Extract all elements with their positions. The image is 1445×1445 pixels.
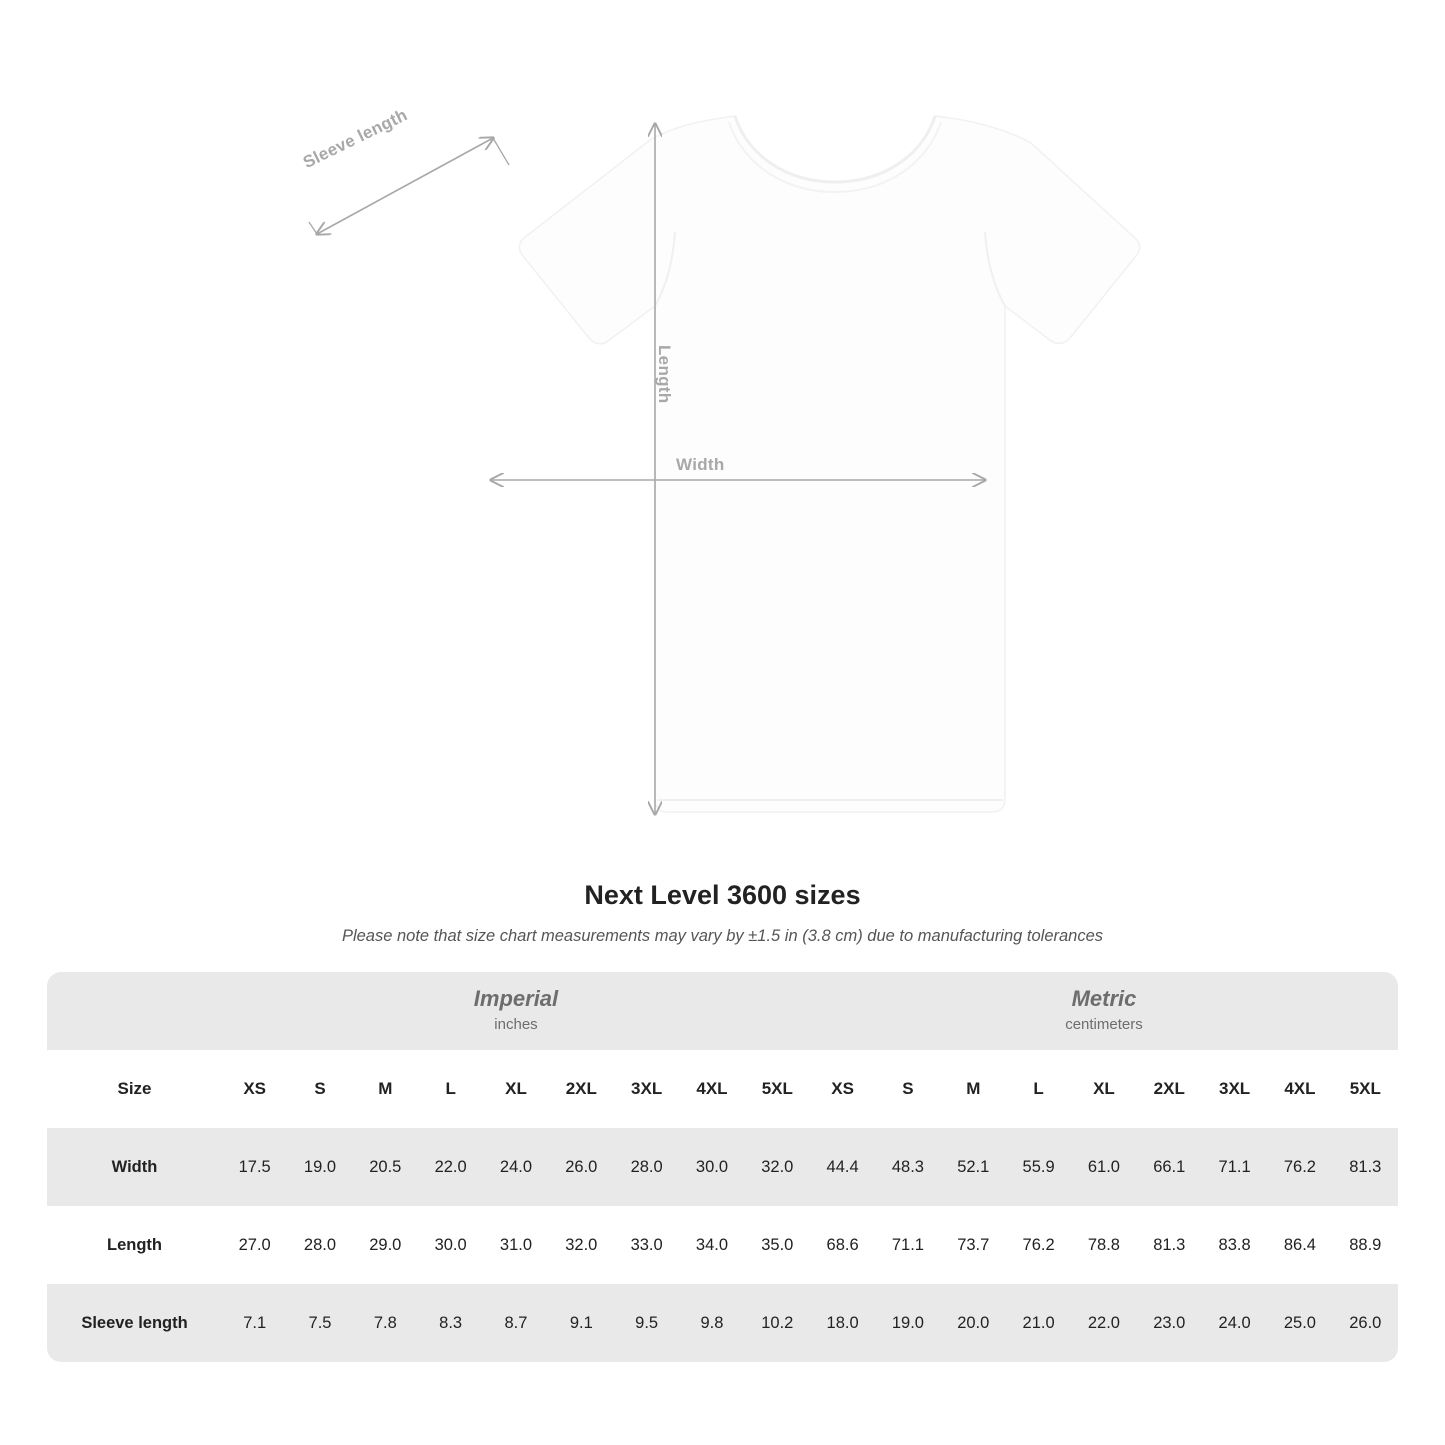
table-cell: 24.0 [1202,1284,1267,1362]
table-row [47,1128,1398,1206]
table-cell: 44.4 [810,1128,875,1206]
table-cell: 30.0 [679,1128,744,1206]
unit-group-metric-name: Metric [1071,986,1137,1012]
table-cell: 9.5 [614,1284,679,1362]
table-cell: 20.5 [353,1128,418,1206]
table-cell: 48.3 [875,1128,940,1206]
table-cell: 26.0 [549,1128,614,1206]
table-cell: 32.0 [549,1206,614,1284]
table-cell: 81.3 [1333,1128,1398,1206]
sleeve-length-label: Sleeve length [300,105,411,173]
unit-group-metric [810,972,1398,1050]
size-header-row [47,1050,1398,1128]
row-label-width: Width [47,1128,222,1206]
tolerance-note: Please note that size chart measurements may vary by ±1.5 in (3.8 cm) due to manufacturing tolerances [341,927,1104,945]
unit-group-imperial-sub: inches [494,1015,538,1033]
size-header-cell: 2XL [549,1050,614,1128]
table-cell: 26.0 [1333,1284,1398,1362]
size-header-cell: M [353,1050,418,1128]
size-header-cell: L [418,1050,483,1128]
table-cell: 71.1 [1202,1128,1267,1206]
size-header-cell: XS [810,1050,875,1128]
table-cell: 17.5 [222,1128,287,1206]
table-cell: 7.8 [353,1284,418,1362]
table-cell: 81.3 [1137,1206,1202,1284]
table-cell: 28.0 [614,1128,679,1206]
size-header-cell: XL [483,1050,548,1128]
size-header-cell: 3XL [1202,1050,1267,1128]
table-cell: 32.0 [745,1128,810,1206]
table-cell: 9.8 [679,1284,744,1362]
unit-group-metric-sub: centimeters [1065,1015,1143,1033]
size-header-cell: 3XL [614,1050,679,1128]
table-cell: 68.6 [810,1206,875,1284]
page-title: Next Level 3600 sizes [584,880,861,910]
unit-group-imperial-name: Imperial [473,986,559,1012]
table-cell: 25.0 [1267,1284,1332,1362]
table-cell: 76.2 [1006,1206,1071,1284]
size-table [47,972,1398,1362]
table-cell: 8.3 [418,1284,483,1362]
table-cell: 61.0 [1071,1128,1136,1206]
table-cell: 31.0 [483,1206,548,1284]
size-header-cell: 5XL [1333,1050,1398,1128]
table-cell: 9.1 [549,1284,614,1362]
table-cell: 22.0 [418,1128,483,1206]
size-header-cell: XL [1071,1050,1136,1128]
table-cell: 66.1 [1137,1128,1202,1206]
size-header-cell: 4XL [679,1050,744,1128]
width-label: Width [676,455,725,474]
table-cell: 55.9 [1006,1128,1071,1206]
table-cell: 73.7 [941,1206,1006,1284]
table-cell: 30.0 [418,1206,483,1284]
table-cell: 7.5 [287,1284,352,1362]
chart-heading [0,880,1445,946]
size-header-cell: S [287,1050,352,1128]
row-label-length: Length [47,1206,222,1284]
table-cell: 29.0 [353,1206,418,1284]
table-row [47,1284,1398,1362]
table-cell: 35.0 [745,1206,810,1284]
table-cell: 52.1 [941,1128,1006,1206]
table-cell: 28.0 [287,1206,352,1284]
table-cell: 22.0 [1071,1284,1136,1362]
table-cell: 21.0 [1006,1284,1071,1362]
table-cell: 18.0 [810,1284,875,1362]
size-header-cell: M [941,1050,1006,1128]
size-table-container [47,972,1398,1362]
tshirt-shape [519,116,1139,812]
table-cell: 8.7 [483,1284,548,1362]
table-cell: 33.0 [614,1206,679,1284]
table-cell: 7.1 [222,1284,287,1362]
table-cell: 88.9 [1333,1206,1398,1284]
table-cell: 86.4 [1267,1206,1332,1284]
size-header-cell: 5XL [745,1050,810,1128]
table-cell: 19.0 [287,1128,352,1206]
table-cell: 71.1 [875,1206,940,1284]
unit-group-row [47,972,1398,1050]
table-cell: 10.2 [745,1284,810,1362]
table-cell: 24.0 [483,1128,548,1206]
table-cell: 78.8 [1071,1206,1136,1284]
table-row [47,1206,1398,1284]
row-label-sleeve-length: Sleeve length [47,1284,222,1362]
size-header-cell: XS [222,1050,287,1128]
size-header-cell: L [1006,1050,1071,1128]
table-cell: 23.0 [1137,1284,1202,1362]
size-header-label: Size [47,1050,222,1128]
size-header-cell: 4XL [1267,1050,1332,1128]
table-corner-cell [47,972,222,1050]
unit-group-imperial [222,972,810,1050]
length-label: Length [655,345,674,404]
size-header-cell: 2XL [1137,1050,1202,1128]
table-cell: 76.2 [1267,1128,1332,1206]
table-cell: 34.0 [679,1206,744,1284]
table-cell: 19.0 [875,1284,940,1362]
table-cell: 83.8 [1202,1206,1267,1284]
table-cell: 27.0 [222,1206,287,1284]
size-header-cell: S [875,1050,940,1128]
table-cell: 20.0 [941,1284,1006,1362]
